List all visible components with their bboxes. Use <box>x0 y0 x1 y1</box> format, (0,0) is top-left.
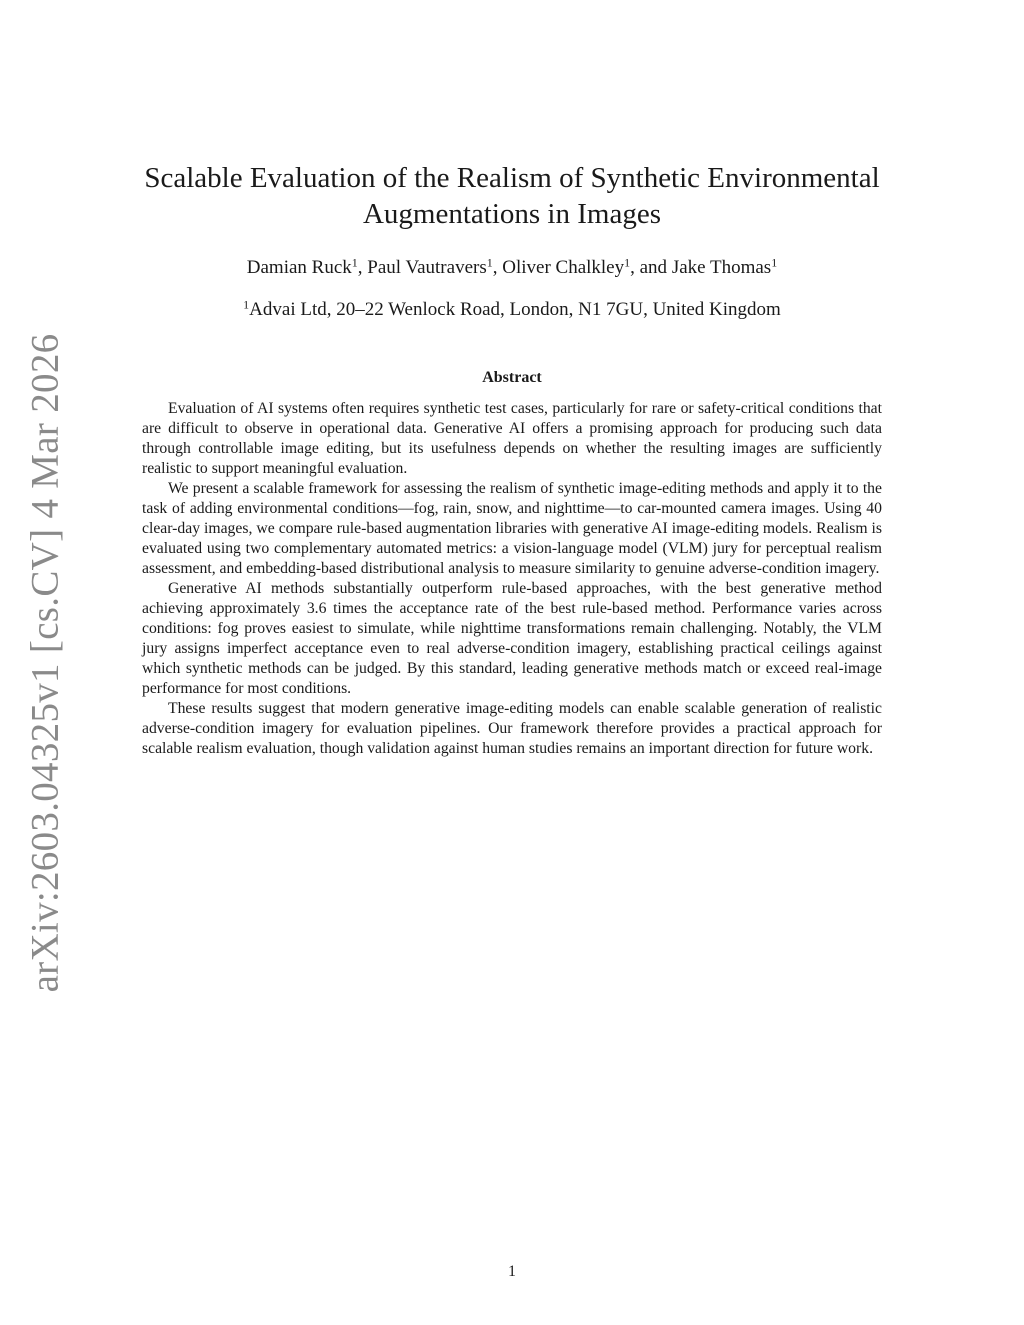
abstract-paragraph: Generative AI methods substantially outperform rule-based approaches, with the best generative method achieving approximately 3.6 times the acceptance rate of the best rule-based method. Performance varies across conditions: fog proves easiest to simulate, while nighttime transformations remain challenging. Notably, the VLM jury assigns imperfect acceptance even to real adverse-condition imagery, establishing practical ceilings against which synthetic methods can be judged. By this standard, leading generative methods match or exceed real-image performance for most conditions. <box>142 580 882 697</box>
page-number: 1 <box>508 1263 516 1280</box>
author-name: Oliver Chalkley <box>502 257 625 278</box>
author-affiliation-mark: 1 <box>486 255 493 270</box>
abstract-body <box>142 399 882 759</box>
abstract-paragraph: Evaluation of AI systems often requires synthetic test cases, particularly for rare or safety-critical conditions that are difficult to observe in operational data. Generative AI offers a promising approach for producing such data through controllable image editing, but its usefulness depends on whether the resulting images are sufficiently realistic to support meaningful evaluation. <box>142 400 882 477</box>
author-separator: , and <box>630 257 672 278</box>
author-affiliation-mark: 1 <box>351 255 358 270</box>
author-affiliation-mark: 1 <box>624 255 631 270</box>
affiliation-mark: 1 <box>243 297 250 312</box>
abstract-paragraph: We present a scalable framework for assessing the realism of synthetic image-editing methods and apply it to the task of adding environmental conditions—fog, rain, snow, and nighttime—to car-mounted camera images. Using 40 clear-day images, we compare rule-based augmentation libraries with generative AI image-editing models. Realism is evaluated using two complementary automated metrics: a vision-language model (VLM) jury for perceptual realism assessment, and embedding-based distributional analysis to measure similarity to genuine adverse-condition imagery. <box>142 480 882 577</box>
author-separator: , <box>492 257 503 278</box>
author-name: Jake Thomas <box>671 257 772 278</box>
paper-title: Scalable Evaluation of the Realism of Synthetic Environmental Augmentations in Images <box>144 162 880 230</box>
author-name: Paul Vautravers <box>367 257 487 278</box>
arxiv-identifier-text: arXiv:2603.04325v1 [cs.CV] 4 Mar 2026 <box>23 333 67 993</box>
affiliation-text: Advai Ltd, 20–22 Wenlock Road, London, N1 7GU, United Kingdom <box>249 299 781 320</box>
abstract-paragraph: These results suggest that modern generative image-editing models can enable scalable generation of realistic adverse-condition imagery for evaluation pipelines. Our framework therefore provides a practical approach for scalable realism evaluation, though validation against human studies remains an important direction for future work. <box>142 700 882 757</box>
abstract-heading: Abstract <box>482 369 542 386</box>
author-list <box>100 256 924 280</box>
affiliation <box>100 298 924 322</box>
author-separator: , <box>357 257 368 278</box>
author-name: Damian Ruck <box>246 257 352 278</box>
author-affiliation-mark: 1 <box>771 255 778 270</box>
